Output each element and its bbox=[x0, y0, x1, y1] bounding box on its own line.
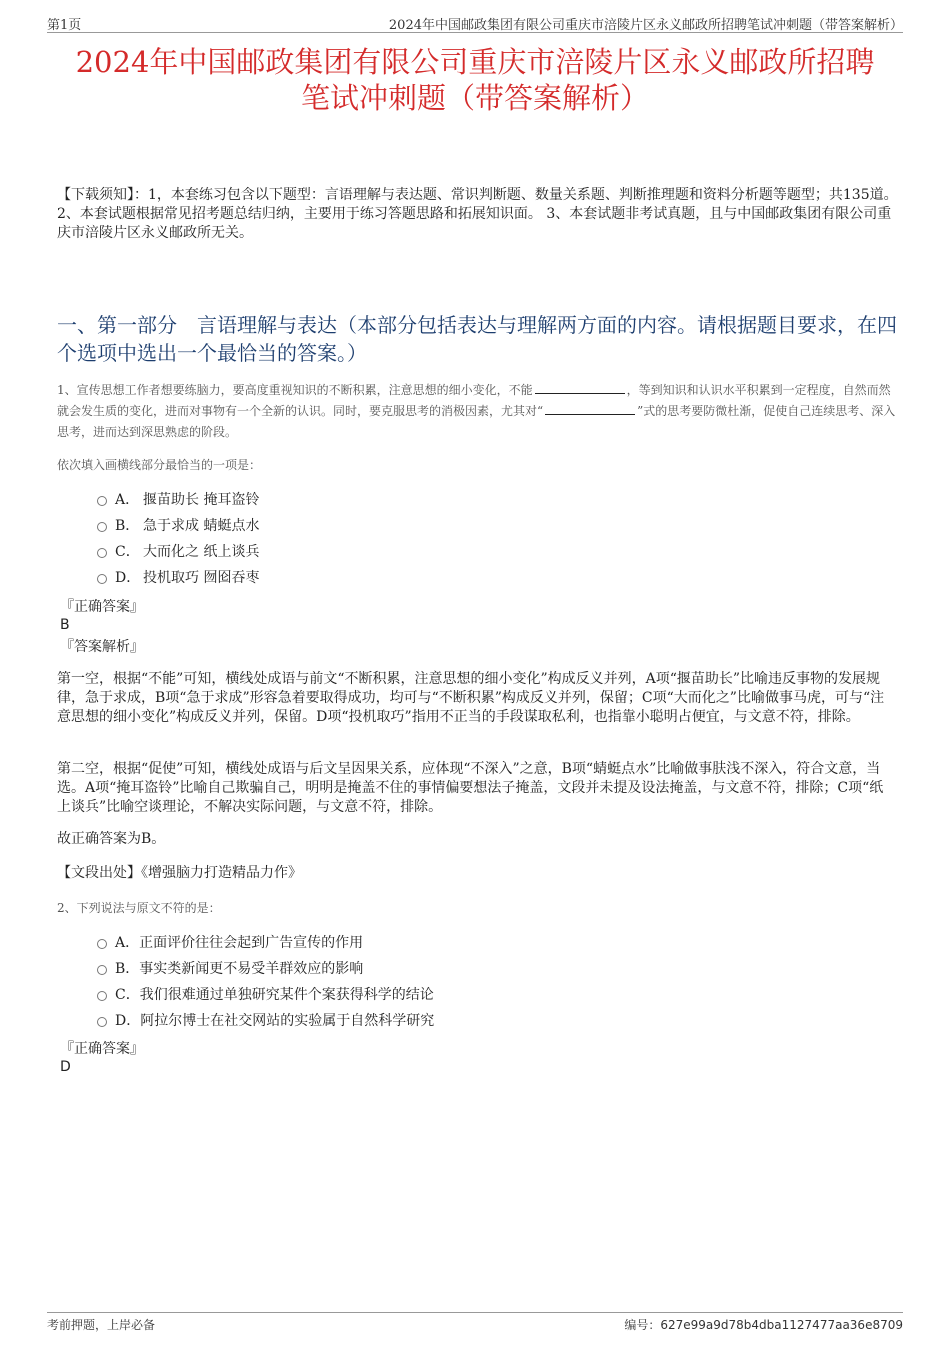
analysis-label: 『答案解析』 bbox=[60, 639, 144, 655]
answer-value: B bbox=[60, 617, 70, 633]
answer-label: 『正确答案』 bbox=[60, 1041, 144, 1057]
option-b[interactable]: B． 急于求成 蜻蜓点水 bbox=[97, 513, 259, 539]
source-citation: 【文段出处】《增强脑力打造精品力作》 bbox=[57, 865, 302, 881]
question-1-options bbox=[97, 487, 259, 591]
page-footer bbox=[47, 1312, 903, 1333]
analysis-conclusion: 故正确答案为B。 bbox=[57, 831, 166, 847]
title-line-1: 2024年中国邮政集团有限公司重庆市涪陵片区永义邮政所招聘 bbox=[75, 45, 875, 79]
question-1-stem bbox=[57, 380, 898, 443]
section-heading: 一、第一部分 言语理解与表达（本部分包括表达与理解两方面的内容。请根据题目要求，在四个选项中选出一个最恰当的答案。） bbox=[57, 313, 897, 365]
title-line-2: 笔试冲刺题（带答案解析） bbox=[300, 81, 649, 115]
option-d[interactable]: D． 投机取巧 囫囵吞枣 bbox=[97, 565, 259, 591]
option-d[interactable]: D．阿拉尔博士在社交网站的实验属于自然科学研究 bbox=[97, 1008, 434, 1034]
radio-icon[interactable] bbox=[97, 496, 107, 506]
option-a[interactable]: A． 揠苗助长 掩耳盗铃 bbox=[97, 487, 259, 513]
question-2-stem: 2、下列说法与原文不符的是： bbox=[57, 901, 221, 915]
footer-slogan: 考前押题，上岸必备 bbox=[47, 1318, 156, 1332]
fill-blank-1 bbox=[535, 381, 625, 394]
answer-value: D bbox=[60, 1059, 71, 1075]
page-title bbox=[40, 44, 910, 116]
option-c[interactable]: C．我们很难通过单独研究某件个案获得科学的结论 bbox=[97, 982, 434, 1008]
document-id: 编号：627e99a9d78b4dba1127477aa36e8709 bbox=[624, 1318, 903, 1332]
fill-blank-2 bbox=[545, 402, 635, 415]
page-number: 第1页 bbox=[47, 18, 82, 33]
q1-text-part1: 1、宣传思想工作者想要练脑力，要高度重视知识的不断积累，注意思想的细小变化，不能 bbox=[57, 383, 533, 397]
download-notice: 【下载须知】：1，本套练习包含以下题型：言语理解与表达题、常识判断题、数量关系题、判断推理题和资料分析题等题型；共135道。 2、本套试题根据常见招考题总结归纳，主要用于练习答题思路和拓展知识面。 3、本套试题非考试真题，且与中国邮政集团有限公司重庆市涪陵片区永义邮政所无关。 bbox=[57, 187, 898, 241]
radio-icon[interactable] bbox=[97, 965, 107, 975]
radio-icon[interactable] bbox=[97, 939, 107, 949]
option-b[interactable]: B．事实类新闻更不易受羊群效应的影响 bbox=[97, 956, 434, 982]
option-a[interactable]: A．正面评价往往会起到广告宣传的作用 bbox=[97, 930, 434, 956]
page-header bbox=[47, 12, 903, 33]
question-2-options bbox=[97, 930, 434, 1034]
radio-icon[interactable] bbox=[97, 1017, 107, 1027]
question-1-prompt: 依次填入画横线部分最恰当的一项是： bbox=[57, 458, 262, 472]
header-doc-title: 2024年中国邮政集团有限公司重庆市涪陵片区永义邮政所招聘笔试冲刺题（带答案解析） bbox=[388, 18, 903, 33]
answer-label: 『正确答案』 bbox=[60, 599, 144, 615]
radio-icon[interactable] bbox=[97, 574, 107, 584]
radio-icon[interactable] bbox=[97, 991, 107, 1001]
analysis-paragraph-1: 第一空，根据“不能”可知，横线处成语与前文“不断积累，注意思想的细小变化”构成反义并列，A项“揠苗助长”比喻违反事物的发展规律，急于求成，B项“急于求成”形容急着要取得成功，均可与“不断积累”构成反义并列，保留；C项“大而化之”比喻做事马虎，可与“注意思想的细小变化”构成反义并列，保留。D项“投机取巧”指用不正当的手段谋取私利，也指靠小聪明占便宜，与文意不符，排除。 bbox=[57, 671, 885, 725]
option-c[interactable]: C． 大而化之 纸上谈兵 bbox=[97, 539, 259, 565]
q1-text-part3: ”式的思考要防微杜渐，促使自己连续思考、深入思考，进而达到深思熟虑的阶段。 bbox=[57, 404, 896, 439]
q1-text-part2: ，等到知识和认识水平积累到一定程度，自然而然就会发生质的变化，进而对事物有一个全新的认识。同时，要克服思考的消极因素，尤其对“ bbox=[57, 383, 891, 418]
radio-icon[interactable] bbox=[97, 522, 107, 532]
analysis-paragraph-2: 第二空，根据“促使”可知，横线处成语与后文呈因果关系，应体现“不深入”之意，B项“蜻蜓点水”比喻做事肤浅不深入，符合文意，当选。A项“掩耳盗铃”比喻自己欺骗自己，明明是掩盖不住的事情偏要想法子掩盖，文段并未提及设法掩盖，与文意不符，排除；C项“纸上谈兵”比喻空谈理论，不解决实际问题，与文意不符，排除。 bbox=[57, 761, 884, 815]
radio-icon[interactable] bbox=[97, 548, 107, 558]
